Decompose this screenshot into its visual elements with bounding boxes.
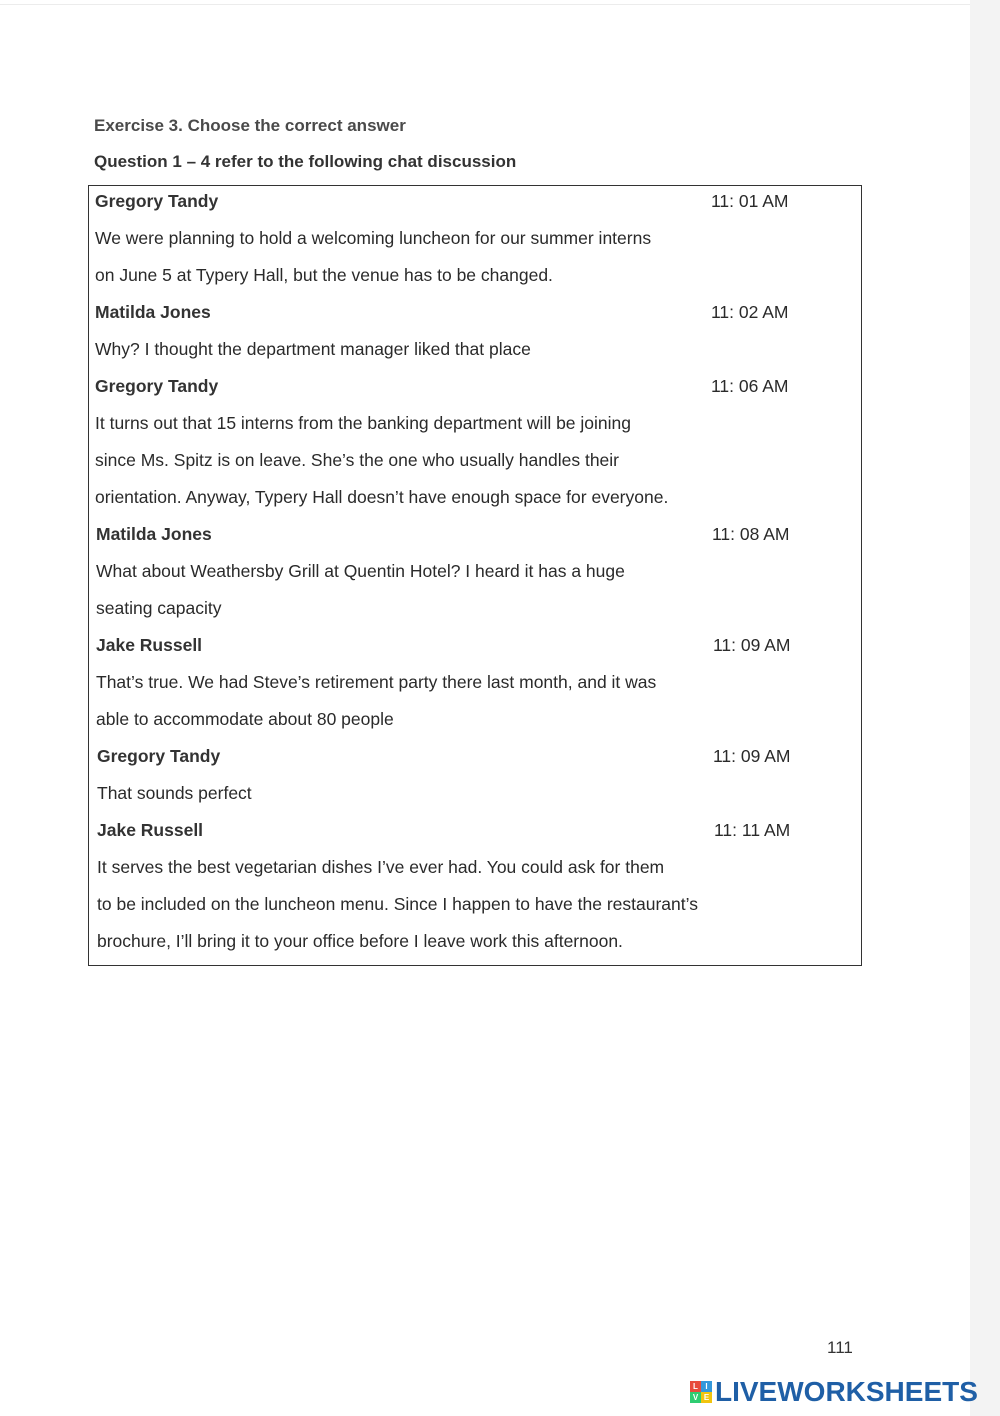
chat-speaker-name: Matilda Jones bbox=[96, 524, 212, 544]
chat-speaker-name: Matilda Jones bbox=[95, 302, 211, 322]
chat-message-line: What about Weathersby Grill at Quentin Hotel? I heard it has a huge bbox=[96, 561, 625, 581]
chat-message-line: That’s true. We had Steve’s retirement party there last month, and it was bbox=[96, 672, 657, 692]
chat-message-line: on June 5 at Typery Hall, but the venue has to be changed. bbox=[95, 265, 553, 285]
chat-message-line: since Ms. Spitz is on leave. She’s the one who usually handles their bbox=[95, 450, 620, 470]
chat-timestamp: 11: 11 AM bbox=[714, 820, 791, 840]
logo-letter-e: E bbox=[701, 1392, 712, 1403]
chat-message-line: able to accommodate about 80 people bbox=[96, 709, 394, 729]
chat-message-line: seating capacity bbox=[96, 598, 222, 618]
chat-message-line: It serves the best vegetarian dishes I’ve ever had. You could ask for them bbox=[97, 857, 665, 877]
chat-message-line: orientation. Anyway, Typery Hall doesn’t have enough space for everyone. bbox=[95, 487, 669, 507]
chat-message-line: Why? I thought the department manager liked that place bbox=[95, 339, 531, 359]
chat-message-line: We were planning to hold a welcoming luncheon for our summer interns bbox=[95, 228, 652, 248]
logo-letter-l: L bbox=[690, 1381, 701, 1392]
scan-artifact-line bbox=[0, 4, 970, 5]
liveworksheets-logo-icon bbox=[690, 1381, 712, 1403]
logo-letter-v: V bbox=[690, 1392, 701, 1403]
chat-message-line: to be included on the luncheon menu. Since I happen to have the restaurant’s bbox=[97, 894, 698, 914]
liveworksheets-logo-text: LIVEWORKSHEETS bbox=[715, 1376, 978, 1407]
chat-timestamp: 11: 02 AM bbox=[711, 302, 789, 322]
chat-speaker-name: Gregory Tandy bbox=[95, 191, 219, 211]
chat-timestamp: 11: 01 AM bbox=[711, 191, 789, 211]
instruction-text: Question 1 – 4 refer to the following chat discussion bbox=[94, 152, 517, 171]
page-edge-shadow bbox=[970, 0, 1000, 1416]
liveworksheets-logo[interactable] bbox=[690, 1376, 978, 1408]
chat-speaker-name: Jake Russell bbox=[96, 635, 203, 655]
logo-letter-i: I bbox=[701, 1381, 712, 1392]
chat-timestamp: 11: 06 AM bbox=[711, 376, 789, 396]
chat-speaker-name: Gregory Tandy bbox=[95, 376, 219, 396]
chat-message-line: That sounds perfect bbox=[97, 783, 252, 803]
chat-message-line: It turns out that 15 interns from the banking department will be joining bbox=[95, 413, 631, 433]
chat-discussion-box bbox=[88, 185, 862, 966]
exercise-title: Exercise 3. Choose the correct answer bbox=[94, 116, 406, 135]
chat-speaker-name: Jake Russell bbox=[97, 820, 204, 840]
chat-timestamp: 11: 09 AM bbox=[713, 746, 791, 766]
page-number: 111 bbox=[827, 1338, 853, 1357]
chat-timestamp: 11: 09 AM bbox=[713, 635, 791, 655]
chat-message-line: brochure, I’ll bring it to your office before I leave work this afternoon. bbox=[97, 931, 623, 951]
chat-speaker-name: Gregory Tandy bbox=[97, 746, 221, 766]
chat-timestamp: 11: 08 AM bbox=[712, 524, 790, 544]
